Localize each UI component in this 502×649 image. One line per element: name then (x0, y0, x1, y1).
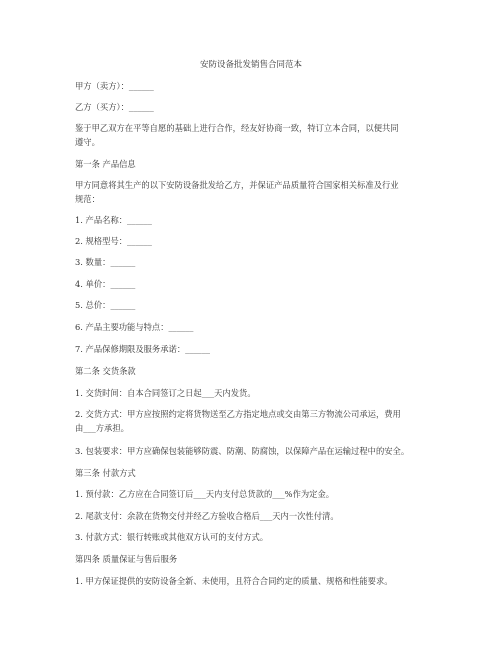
section-3-item-2: 2. 尾款支付：余款在货物交付并经乙方验收合格后___天内一次性付清。 (75, 511, 339, 521)
section-3-heading: 第三条 付款方式 (75, 468, 136, 478)
section-1-item: 6. 产品主要功能与特点：______ (75, 322, 194, 332)
section-1-item: 3. 数量：______ (75, 257, 136, 267)
section-2-item-2-line-2: 由___方承担。 (75, 423, 129, 433)
intro-line-1: 鉴于甲乙双方在平等自愿的基础上进行合作，经友好协商一致，特订立本合同，以便共同 (75, 123, 399, 133)
section-2-heading: 第二条 交货条款 (75, 366, 136, 376)
section-1-item: 4. 单价：______ (75, 279, 136, 289)
section-4-heading: 第四条 质量保证与售后服务 (75, 554, 178, 564)
section-3-item-3: 3. 付款方式：银行转账或其他双方认可的支付方式。 (75, 532, 269, 542)
section-1-item: 2. 规格型号：______ (75, 236, 152, 246)
intro-paragraph (75, 122, 440, 148)
section-2-item-2-line-1: 2. 交货方式：甲方应按照约定将货物送至乙方指定地点或交由第三方物流公司承运，费用 (75, 409, 401, 419)
section-1-desc-line-1: 甲方同意将其生产的以下安防设备批发给乙方，并保证产品质量符合国家相关标准及行业 (75, 180, 399, 190)
section-1-item: 5. 总价：______ (75, 300, 136, 310)
party-a-line: 甲方（卖方）：______ (75, 81, 154, 91)
section-1-description (75, 179, 440, 205)
section-2-item-1: 1. 交货时间：自本合同签订之日起___天内发货。 (75, 388, 256, 398)
section-4-item-1: 1. 甲方保证提供的安防设备全新、未使用，且符合合同约定的质量、规格和性能要求。 (75, 576, 393, 586)
document-title: 安防设备批发销售合同范本 (199, 60, 302, 70)
section-1-heading: 第一条 产品信息 (75, 159, 136, 169)
intro-line-2: 遵守。 (75, 137, 100, 147)
section-3-item-1: 1. 预付款：乙方应在合同签订后___天内支付总货款的___%作为定金。 (75, 489, 335, 499)
section-1-item: 7. 产品保修期限及服务承诺：______ (75, 344, 211, 354)
section-2-item-3: 3. 包装要求：甲方应确保包装能够防震、防潮、防腐蚀，以保障产品在运输过程中的安全。 (75, 446, 410, 456)
section-1-item: 1. 产品名称：______ (75, 215, 152, 225)
party-b-line: 乙方（买方）：______ (75, 102, 154, 112)
section-1-desc-line-2: 规范： (75, 194, 100, 204)
section-2-item-2 (75, 408, 440, 434)
